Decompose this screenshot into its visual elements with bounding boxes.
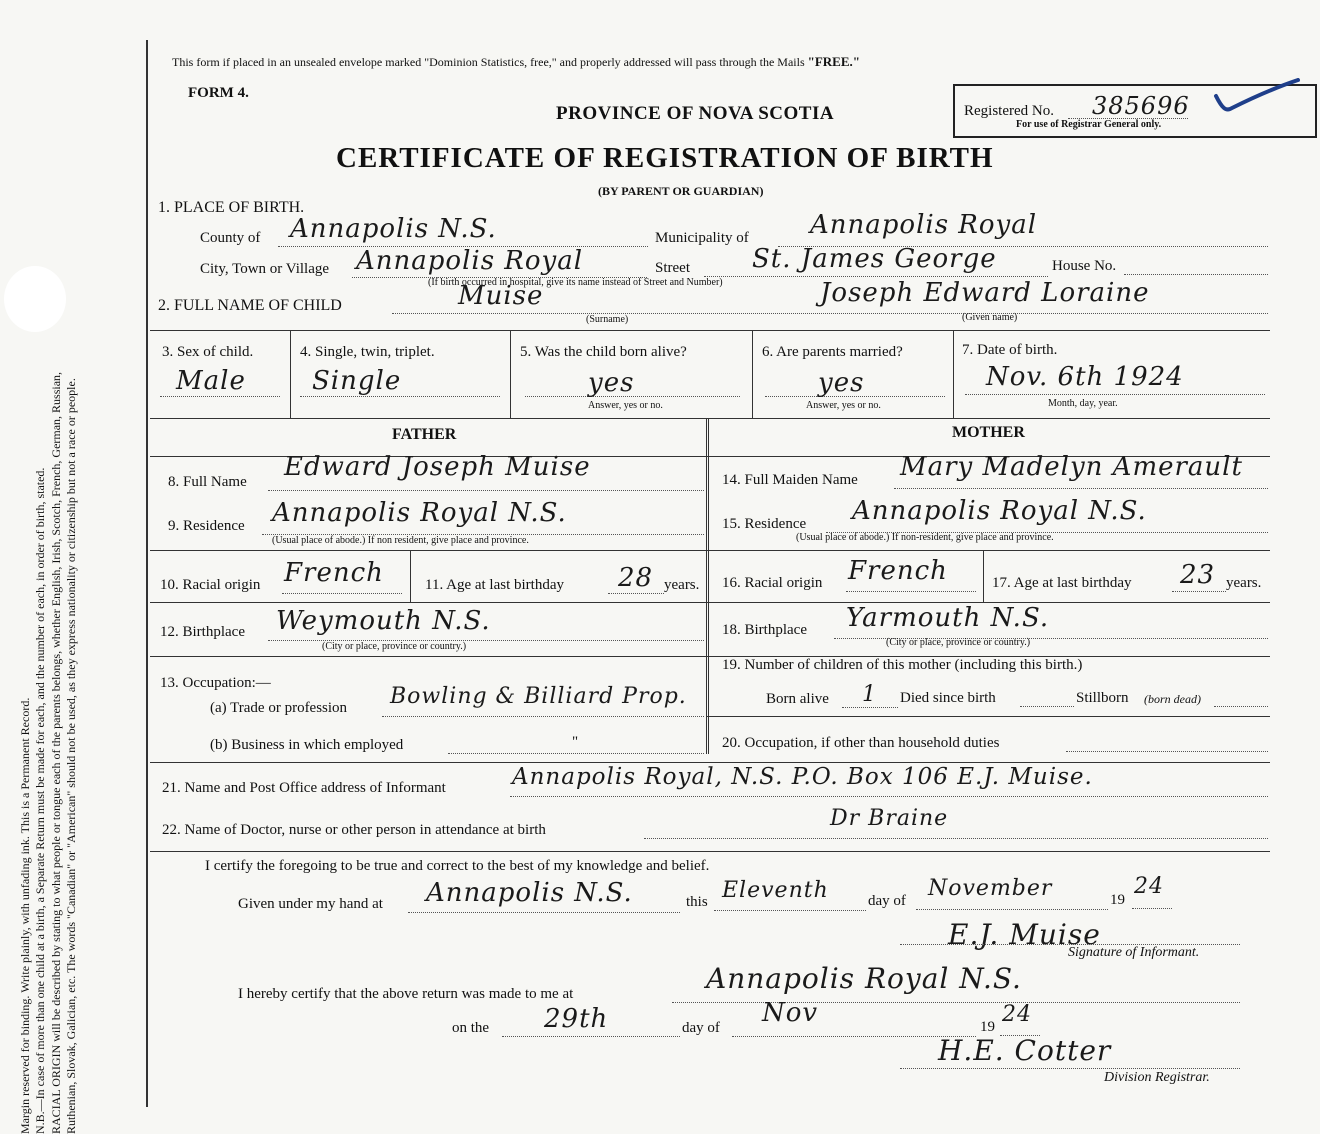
given-year-suffix: 24 <box>1134 874 1164 899</box>
father-racial-label: 10. Racial origin <box>160 577 261 593</box>
trade-value: Bowling & Billiard Prop. <box>390 684 687 709</box>
born-alive-count: 1 <box>862 682 877 707</box>
plurality-label: 4. Single, twin, triplet. <box>300 344 435 360</box>
mother-heading: MOTHER <box>952 424 1025 441</box>
born-alive-value: yes <box>588 368 635 398</box>
business-label: (b) Business in which employed <box>210 737 404 753</box>
registrar-signature-caption: Division Registrar. <box>1104 1070 1210 1085</box>
city-value: Annapolis Royal <box>356 246 584 276</box>
mother-residence-label: 15. Residence <box>722 516 807 532</box>
mother-racial-label: 16. Racial origin <box>722 575 823 591</box>
father-name: Edward Joseph Muise <box>284 452 591 482</box>
mother-residence: Annapolis Royal N.S. <box>852 496 1147 526</box>
given-month: November <box>928 876 1053 901</box>
registrar-day: 29th <box>544 1004 609 1034</box>
registrar-month: Nov <box>762 998 819 1028</box>
municipality-value: Annapolis Royal <box>810 210 1038 240</box>
province-heading: PROVINCE OF NOVA SCOTIA <box>556 103 835 124</box>
sex-value: Male <box>176 366 246 396</box>
dob-caption: Month, day, year. <box>1048 398 1118 409</box>
registrar-statement: I hereby certify that the above return was made to me at <box>238 986 574 1002</box>
street-label: Street <box>655 260 690 276</box>
mother-occupation-label: 20. Occupation, if other than household duties <box>722 735 1000 751</box>
sex-label: 3. Sex of child. <box>162 344 254 360</box>
surname-caption: (Surname) <box>586 314 629 325</box>
occupation-label: 13. Occupation:— <box>160 675 271 691</box>
margin-note-3: RACIAL ORIGIN will be described by stating to what people or tongue each of the parents belongs, whether English, Irish, Scotch, French, German, Russian, <box>48 371 63 1134</box>
father-age: 28 <box>618 563 654 593</box>
father-age-unit: years. <box>664 577 700 593</box>
father-birthplace-label: 12. Birthplace <box>160 624 245 640</box>
given-caption: (Given name) <box>962 312 1018 323</box>
mother-birthplace-caption: (City or place, province or country.) <box>886 637 1031 648</box>
parents-married-value: yes <box>818 368 865 398</box>
trade-label: (a) Trade or profession <box>210 700 348 716</box>
mail-note-text: This form if placed in an unsealed envelope marked "Dominion Statistics, free," and properly addressed will pass through the Mails <box>172 55 805 69</box>
dob-label: 7. Date of birth. <box>962 342 1058 358</box>
form-number: FORM 4. <box>188 85 249 101</box>
born-alive-count-label: Born alive <box>766 691 829 707</box>
mother-age: 23 <box>1180 560 1216 590</box>
born-alive-label: 5. Was the child born alive? <box>520 344 687 360</box>
document-subtitle: (BY PARENT OR GUARDIAN) <box>598 184 764 198</box>
county-value: Annapolis N.S. <box>290 214 497 244</box>
registrar-place: Annapolis Royal N.S. <box>706 962 1022 995</box>
mail-note-free: "FREE." <box>807 54 860 69</box>
child-surname: Muise <box>458 281 544 311</box>
reg-year-suffix: 24 <box>1002 1002 1032 1027</box>
doctor-value: Dr Braine <box>830 806 949 831</box>
father-racial: French <box>284 558 384 588</box>
registered-number: 385696 <box>1092 92 1190 120</box>
reg-day-of-label: day of <box>682 1020 720 1036</box>
business-value: " <box>572 734 579 750</box>
parents-married-label: 6. Are parents married? <box>762 344 903 360</box>
mother-birthplace-label: 18. Birthplace <box>722 622 807 638</box>
registered-label: Registered No. <box>964 103 1054 119</box>
given-year-prefix: 19 <box>1110 892 1125 908</box>
this-label: this <box>686 894 708 910</box>
hospital-note: (If birth occurred in hospital, give its name instead of Street and Number) <box>428 277 723 288</box>
mother-residence-caption: (Usual place of abode.) If non-resident, give place and province. <box>796 532 1054 543</box>
child-name-label: 2. FULL NAME OF CHILD <box>158 297 342 314</box>
reg-year-prefix: 19 <box>980 1019 995 1035</box>
father-residence: Annapolis Royal N.S. <box>272 498 567 528</box>
child-given-name: Joseph Edward Loraine <box>820 278 1150 308</box>
mother-age-unit: years. <box>1226 575 1262 591</box>
given-label: Given under my hand at <box>238 896 383 912</box>
given-place: Annapolis N.S. <box>426 878 633 908</box>
day-of-label: day of <box>868 893 906 909</box>
margin-notes <box>18 84 128 1134</box>
father-name-label: 8. Full Name <box>168 474 247 490</box>
father-birthplace: Weymouth N.S. <box>276 606 491 636</box>
stillborn-label: Stillborn <box>1076 690 1129 706</box>
certify-statement: I certify the foregoing to be true and correct to the best of my knowledge and belief. <box>205 858 710 874</box>
city-label: City, Town or Village <box>200 261 330 277</box>
mother-name: Mary Madelyn Amerault <box>900 452 1243 482</box>
parents-married-caption: Answer, yes or no. <box>806 400 881 411</box>
given-day: Eleventh <box>722 878 829 903</box>
margin-note-1: Margin reserved for binding. Write plainly, with unfading ink. This is a Permanent Record. <box>18 697 32 1134</box>
plurality-value: Single <box>312 366 402 396</box>
mail-note <box>172 54 860 70</box>
on-the-label: on the <box>452 1020 490 1036</box>
stillborn-note: (born dead) <box>1144 692 1201 706</box>
informant-signature: E.J. Muise <box>948 918 1101 951</box>
margin-line <box>146 40 148 1107</box>
registrar-note: For use of Registrar General only. <box>1016 119 1162 130</box>
father-age-label: 11. Age at last birthday <box>425 577 564 593</box>
municipality-label: Municipality of <box>655 230 749 246</box>
house-label: House No. <box>1052 258 1117 274</box>
died-label: Died since birth <box>900 690 996 706</box>
margin-note-4: Ruthenian, Slovak, Galician, etc. The words "Canadian" or "American" should not be used, as they express nationality or citizenship but not a race or people. <box>64 378 79 1134</box>
mother-racial: French <box>848 556 948 586</box>
father-residence-label: 9. Residence <box>168 518 245 534</box>
dob-value: Nov. 6th 1924 <box>986 362 1184 392</box>
informant-signature-caption: Signature of Informant. <box>1068 945 1200 960</box>
place-of-birth-heading: 1. PLACE OF BIRTH. <box>158 199 305 216</box>
born-alive-caption: Answer, yes or no. <box>588 400 663 411</box>
father-birthplace-caption: (City or place, province or country.) <box>322 641 467 652</box>
margin-note-2: N.B.—In case of more than one child at a birth, a Separate Return must be made for each, and the number of each, in order of birth, stated. <box>33 467 48 1134</box>
father-heading: FATHER <box>392 426 457 443</box>
mother-name-label: 14. Full Maiden Name <box>722 472 858 488</box>
document-title: CERTIFICATE OF REGISTRATION OF BIRTH <box>336 142 994 174</box>
county-label: County of <box>200 230 261 246</box>
registrar-signature: H.E. Cotter <box>938 1034 1112 1067</box>
street-value: St. James George <box>752 244 997 274</box>
children-count-label: 19. Number of children of this mother (including this birth.) <box>722 657 1083 673</box>
mother-age-label: 17. Age at last birthday <box>992 575 1132 591</box>
father-residence-caption: (Usual place of abode.) If non resident, give place and province. <box>272 535 529 546</box>
doctor-label: 22. Name of Doctor, nurse or other person in attendance at birth <box>162 822 546 838</box>
informant-value: Annapolis Royal, N.S. P.O. Box 106 E.J. Muise. <box>512 764 1093 790</box>
checkmark-icon <box>1212 78 1302 118</box>
mother-birthplace: Yarmouth N.S. <box>846 603 1050 633</box>
informant-label: 21. Name and Post Office address of Informant <box>162 780 446 796</box>
